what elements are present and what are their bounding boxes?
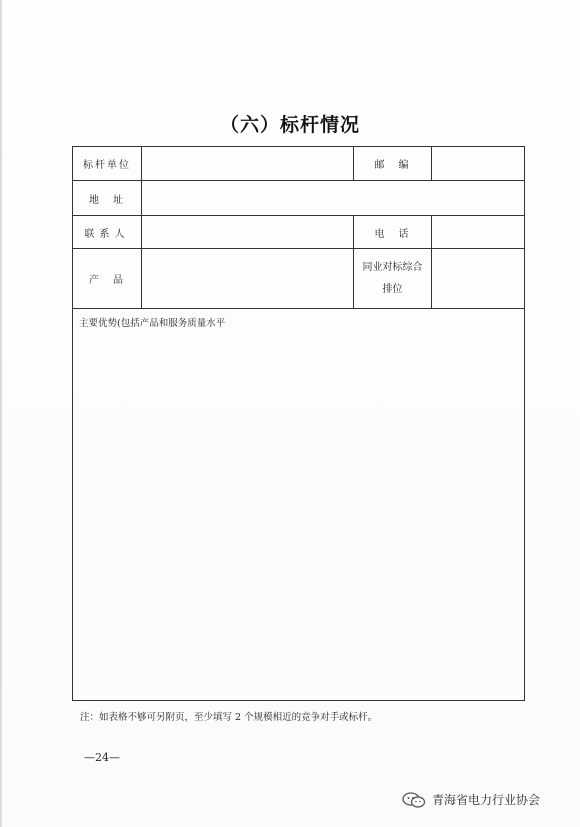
row-address bbox=[73, 181, 525, 216]
row-product bbox=[73, 249, 525, 309]
row-contact bbox=[73, 216, 525, 249]
field-address[interactable] bbox=[142, 181, 525, 216]
watermark-text: 青海省电力行业协会 bbox=[432, 793, 541, 807]
field-product[interactable] bbox=[142, 249, 354, 309]
benchmark-form-table bbox=[72, 146, 525, 701]
label-postcode: 邮 编 bbox=[354, 147, 432, 181]
wechat-icon bbox=[402, 792, 426, 808]
label-main-advantages: 主要优势(包括产品和服务质量水平 bbox=[79, 318, 226, 329]
field-main-advantages[interactable] bbox=[73, 309, 525, 701]
label-product: 产 品 bbox=[73, 249, 142, 309]
footnote: 注：如表格不够可另附页，至少填写 2 个规模相近的竞争对手或标杆。 bbox=[80, 712, 378, 723]
label-contact: 联系人 bbox=[73, 216, 142, 249]
row-unit bbox=[73, 147, 525, 181]
rank-label-line1: 同业对标综合 bbox=[362, 261, 423, 273]
section-title: （六）标杆情况 bbox=[219, 114, 360, 136]
label-address: 地 址 bbox=[73, 181, 142, 216]
field-rank[interactable] bbox=[432, 249, 525, 309]
rank-label-line2: 排位 bbox=[382, 283, 403, 295]
label-industry-rank bbox=[354, 249, 432, 309]
label-unit: 标杆单位 bbox=[73, 147, 142, 181]
field-phone[interactable] bbox=[432, 216, 525, 249]
row-advantages bbox=[73, 309, 525, 701]
page-number: —24— bbox=[84, 751, 120, 764]
label-phone: 电 话 bbox=[354, 216, 432, 249]
field-contact[interactable] bbox=[142, 216, 354, 249]
field-postcode[interactable] bbox=[432, 147, 525, 181]
field-unit[interactable] bbox=[142, 147, 354, 181]
watermark bbox=[402, 791, 540, 808]
